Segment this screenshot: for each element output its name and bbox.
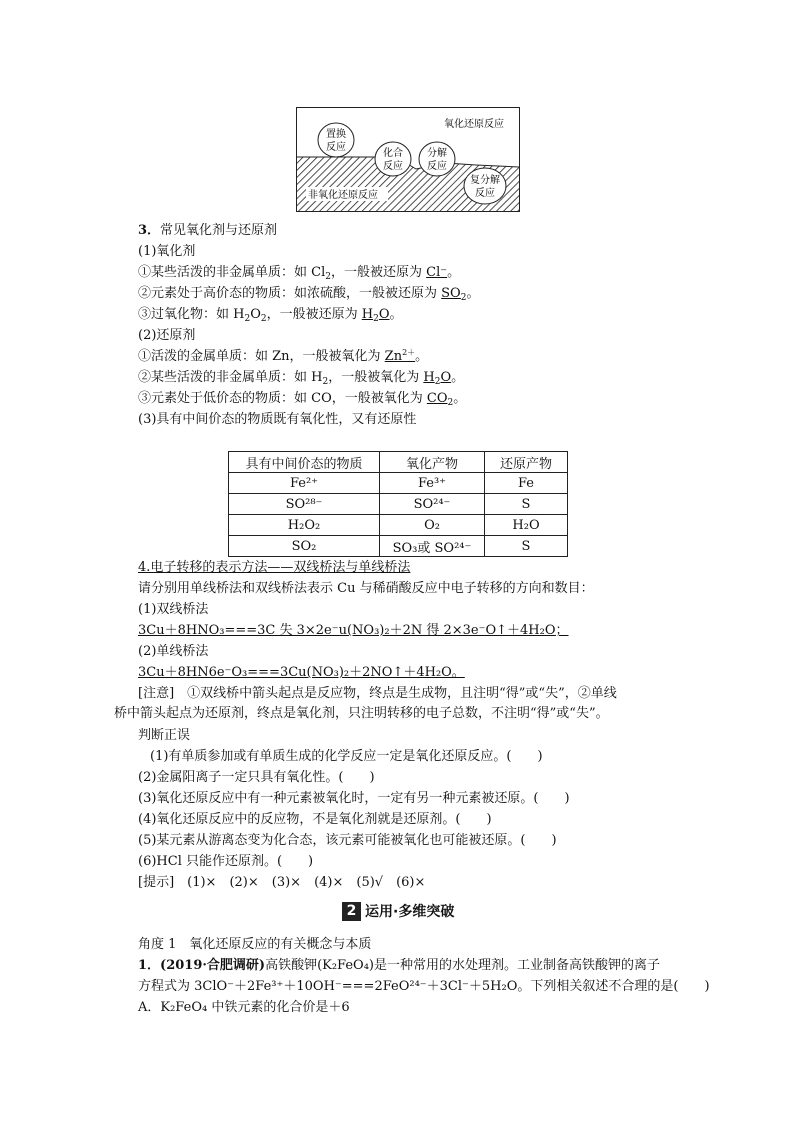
re2-answer-h: H bbox=[423, 370, 435, 385]
judge-item-6: (6)HCl 只能作还原剂。( ) bbox=[138, 854, 314, 869]
ox1-sub: 2 bbox=[325, 272, 331, 282]
ox1-mid: ，一般被还原为 bbox=[330, 265, 427, 280]
judge-hint: [提示] (1)× (2)× (3)× (4)× (5)√ (6)× bbox=[138, 875, 426, 890]
re2-answer-o: O bbox=[440, 370, 452, 385]
table-cell: H₂O bbox=[485, 515, 568, 536]
re2-pre: ②某些活泼的非金属单质：如 H bbox=[138, 370, 323, 385]
ox3-mid1: O bbox=[250, 307, 261, 322]
table-cell: Fe bbox=[485, 473, 568, 494]
circle-combination-line1: 化合 bbox=[383, 148, 403, 159]
ox3-mid2: ，一般被还原为 bbox=[266, 307, 362, 322]
judge-item-5: (5)某元素从游离态变为化合态，该元素可能被氧化也可能被还原。( ) bbox=[138, 833, 557, 848]
section4-heading-text: 4.电子转移的表示方法——双线桥法与单线桥法 bbox=[138, 560, 411, 575]
re2-sub: 2 bbox=[322, 377, 329, 387]
section4-heading bbox=[138, 560, 410, 576]
double-bridge-title: (1)双线桥法 bbox=[138, 602, 209, 617]
reducer-item-2 bbox=[138, 370, 464, 386]
section4-intro: 请分别用单线桥法和双线桥法表示 Cu 与稀硝酸反应中电子转移的方向和数目： bbox=[138, 581, 594, 596]
re1-answer-main: Zn bbox=[384, 349, 403, 364]
judge-item-3: (3)氧化还原反应中有一种元素被氧化时，一定有另一种元素被还原。( ) bbox=[138, 791, 570, 806]
valence-table-grid bbox=[228, 451, 568, 557]
reducer-item-3 bbox=[138, 391, 466, 407]
ox2-end: 。 bbox=[466, 286, 480, 301]
circle-double-displacement-line1: 复分解 bbox=[470, 175, 500, 186]
diagram-title: 氧化还原反应 bbox=[444, 119, 504, 130]
table-header-oxidation-product: 氧化产物 bbox=[380, 452, 485, 473]
ox2-pre: ②元素处于高价态的物质：如浓硫酸，一般被还原为 bbox=[138, 286, 442, 301]
single-bridge-equation-text: 3Cu＋8HN6e⁻O₃===3Cu(NO₃)₂＋2NO↑＋4H₂O。 bbox=[138, 665, 465, 680]
ox2-answer-sub: 2 bbox=[460, 293, 467, 303]
table-row bbox=[229, 473, 568, 494]
section-banner bbox=[342, 901, 454, 921]
question-1-number: 1． bbox=[138, 958, 161, 973]
ox3-answer-o: O bbox=[378, 307, 390, 322]
re3-answer bbox=[427, 391, 453, 406]
table-cell: SO₃或 SO²⁴⁻ bbox=[380, 536, 485, 557]
table-row bbox=[229, 494, 568, 515]
single-bridge-title: (2)单线桥法 bbox=[138, 644, 209, 659]
banner-title: 运用·多维突破 bbox=[365, 904, 455, 920]
table-header-row bbox=[229, 452, 568, 473]
angle-title: 角度 1 氧化还原反应的有关概念与本质 bbox=[138, 937, 372, 952]
re2-answer bbox=[423, 370, 451, 385]
table-cell: Fe³⁺ bbox=[380, 473, 485, 494]
valence-table bbox=[228, 451, 568, 557]
question-1-text: 高铁酸钾(K₂FeO₄)是一种常用的水处理剂。工业制备高铁酸钾的离子 bbox=[265, 958, 661, 973]
ox3-pre: ③过氧化物：如 H bbox=[138, 307, 245, 322]
ox1-end: 。 bbox=[447, 265, 461, 280]
ox3-answer-sub: 2 bbox=[373, 314, 379, 324]
table-cell: SO²⁸⁻ bbox=[229, 494, 380, 515]
ox1-pre: ①某些活泼的非金属单质：如 Cl bbox=[138, 265, 326, 280]
diagram-bottom-label: 非氧化还原反应 bbox=[308, 190, 378, 201]
re2-end: 。 bbox=[451, 370, 465, 385]
double-bridge-equation bbox=[138, 623, 569, 639]
table-cell: S bbox=[485, 536, 568, 557]
table-cell: O₂ bbox=[380, 515, 485, 536]
circle-displacement-line2: 反应 bbox=[326, 142, 346, 153]
note-line-1: [注意] ①双线桥中箭头起点是反应物，终点是生成物，且注明“得”或“失”，②单线 bbox=[138, 686, 617, 701]
ox2-answer bbox=[441, 286, 466, 301]
section3-heading-text: 常见氧化剂与还原剂 bbox=[160, 223, 278, 238]
circle-combination bbox=[375, 142, 411, 176]
question-1-line-1 bbox=[138, 958, 660, 974]
ox3-sub1: 2 bbox=[244, 314, 251, 324]
table-cell: Fe²⁺ bbox=[229, 473, 380, 494]
table-cell: SO₂ bbox=[229, 536, 380, 557]
diagram-svg bbox=[296, 107, 520, 212]
oxidizer-item-2 bbox=[138, 286, 479, 302]
oxidizer-title: (1)氧化剂 bbox=[138, 244, 196, 259]
circle-double-displacement bbox=[464, 168, 506, 204]
section3-heading bbox=[138, 223, 277, 239]
re3-pre: ③元素处于低价态的物质：如 CO，一般被氧化为 bbox=[138, 391, 427, 406]
table-cell: H₂O₂ bbox=[229, 515, 380, 536]
circle-combination-line2: 反应 bbox=[383, 161, 403, 172]
judge-item-2: (2)金属阳离子一定只具有氧化性。( ) bbox=[138, 770, 375, 785]
re1-pre: ①活泼的金属单质：如 Zn，一般被氧化为 bbox=[138, 349, 385, 364]
re3-answer-main: CO bbox=[426, 391, 448, 406]
double-bridge-equation-text: 3Cu＋8HNO₃===3C 失 3×2e⁻u(NO₃)₂＋2N 得 2×3e⁻O↑＋4H₂O； bbox=[138, 623, 569, 638]
table-row bbox=[229, 536, 568, 557]
single-bridge-equation bbox=[138, 665, 465, 681]
redox-classification-diagram bbox=[296, 107, 520, 212]
oxidizer-item-1 bbox=[138, 265, 460, 281]
circle-displacement bbox=[318, 123, 354, 157]
re1-answer-sup: 2＋ bbox=[402, 348, 416, 357]
circle-decomposition-line2: 反应 bbox=[427, 161, 447, 172]
re3-end: 。 bbox=[453, 391, 467, 406]
ox3-answer-h: H bbox=[361, 307, 374, 322]
table-header-substance: 具有中间价态的物质 bbox=[229, 452, 380, 473]
judge-item-1: (1)有单质参加或有单质生成的化学反应一定是氧化还原反应。( ) bbox=[150, 749, 543, 764]
section3-heading-number: 3． bbox=[138, 223, 161, 238]
reducer-title: (2)还原剂 bbox=[138, 328, 196, 343]
circle-decomposition bbox=[419, 142, 455, 176]
re2-mid: ，一般被氧化为 bbox=[328, 370, 424, 385]
re1-answer bbox=[385, 349, 416, 364]
judge-item-4: (4)氧化还原反应中的反应物，不是氧化剂就是还原剂。( ) bbox=[138, 812, 492, 827]
ox3-end: 。 bbox=[389, 307, 403, 322]
ox1-answer: Cl⁻ bbox=[426, 265, 448, 280]
intermediate-valence-title: (3)具有中间价态的物质既有氧化性，又有还原性 bbox=[138, 412, 417, 427]
ox3-sub2: 2 bbox=[260, 314, 267, 324]
table-cell: S bbox=[485, 494, 568, 515]
circle-double-displacement-line2: 反应 bbox=[475, 188, 495, 199]
question-1-line-2: 方程式为 3ClO⁻＋2Fe³⁺＋10OH⁻===2FeO²⁴⁻＋3Cl⁻＋5H₂O。下列相关叙述不合理的是( ) bbox=[138, 979, 710, 994]
re1-end: 。 bbox=[415, 349, 429, 364]
re3-answer-sub: 2 bbox=[447, 398, 454, 408]
ox2-answer-main: SO bbox=[441, 286, 461, 301]
question-1-source: (2019·合肥调研) bbox=[160, 958, 266, 973]
judge-title: 判断正误 bbox=[138, 728, 191, 743]
question-1-option-a: A．K₂FeO₄ 中铁元素的化合价是＋6 bbox=[138, 1000, 350, 1015]
table-row bbox=[229, 515, 568, 536]
reducer-item-1 bbox=[138, 349, 428, 365]
note-line-2: 桥中箭头起点为还原剂，终点是氧化剂，只注明转移的电子总数，不注明“得”或“失”。 bbox=[114, 706, 609, 721]
oxidizer-item-3 bbox=[138, 307, 403, 323]
circle-decomposition-line1: 分解 bbox=[427, 148, 447, 159]
table-header-reduction-product: 还原产物 bbox=[485, 452, 568, 473]
table-cell: SO²⁴⁻ bbox=[380, 494, 485, 515]
re2-answer-sub: 2 bbox=[434, 377, 441, 387]
ox3-answer bbox=[362, 307, 390, 322]
circle-displacement-line1: 置换 bbox=[326, 129, 346, 140]
banner-number: 2 bbox=[342, 902, 361, 921]
